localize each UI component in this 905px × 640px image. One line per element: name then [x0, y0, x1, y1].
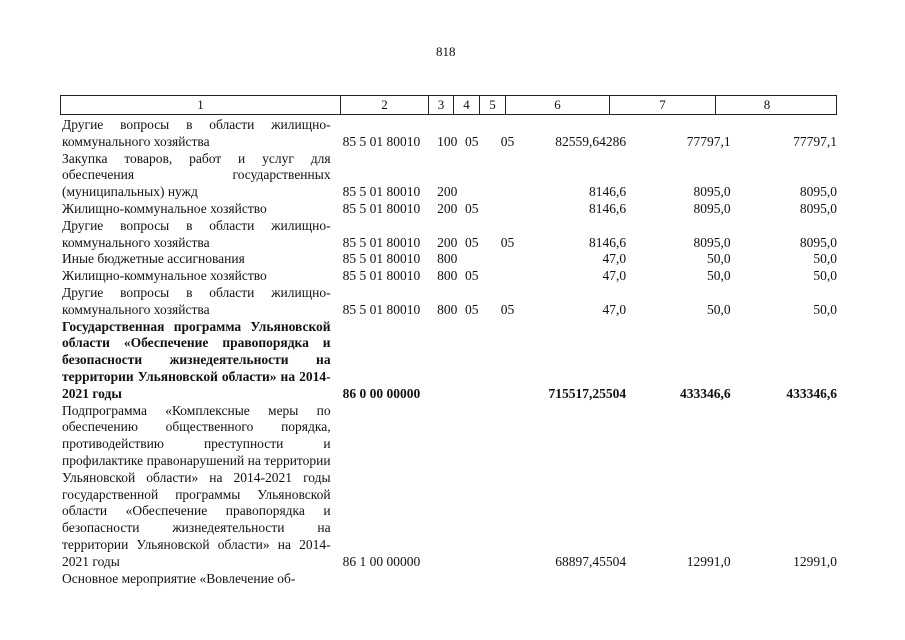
page-number: 818	[436, 44, 456, 59]
row-code: 85 5 01 80010	[342, 184, 421, 200]
row-amount-2019: 8146,6	[588, 200, 627, 216]
row-col4: 05	[464, 301, 479, 317]
table-row	[62, 319, 837, 403]
row-amount-2021: 8095,0	[799, 200, 837, 216]
row-amount-2020: 50,0	[706, 301, 731, 317]
row-col5: 05	[500, 234, 515, 250]
row-amount-2019: 47,0	[602, 268, 627, 284]
row-amount-2019: 8146,6	[588, 234, 627, 250]
row-col3: 200	[437, 184, 458, 200]
row-col3: 200	[437, 234, 458, 250]
row-name: Закупка товаров, работ и услуг для обеспечения государственных (муниципальных) нужд	[62, 150, 331, 200]
row-amount-2021: 50,0	[813, 251, 837, 267]
row-amount-2020: 50,0	[706, 268, 731, 284]
row-col3: 100	[437, 133, 458, 149]
row-amount-2021: 50,0	[813, 268, 837, 284]
row-name: Жилищно-коммунальное хозяйство	[62, 200, 267, 216]
row-amount-2021: 8095,0	[799, 234, 837, 250]
row-code: 85 5 01 80010	[342, 301, 421, 317]
header-col-3: 3	[429, 96, 454, 114]
table-row	[62, 117, 837, 151]
table-row	[62, 151, 837, 201]
row-name: Государственная программа Ульяновской области «Обеспечение правопорядка и безопасности жизнедеятельности на территории Ульяновской области» на 2014-2021 годы	[62, 318, 331, 401]
table-row	[62, 285, 837, 319]
row-name: Другие вопросы в области жилищно-коммунального хозяйства	[62, 217, 331, 250]
header-col-8: 8	[763, 97, 771, 112]
header-col-5: 5	[480, 96, 506, 114]
row-code: 85 5 01 80010	[342, 200, 421, 216]
header-col-6: 6	[506, 96, 610, 114]
table-row	[62, 218, 837, 252]
row-col4: 05	[464, 133, 479, 149]
row-code: 85 5 01 80010	[342, 268, 421, 284]
row-amount-2020: 8095,0	[693, 234, 731, 250]
row-code: 85 5 01 80010	[342, 251, 421, 267]
row-amount-2020: 77797,1	[686, 133, 731, 149]
row-code: 85 5 01 80010	[342, 133, 421, 149]
row-amount-2021: 50,0	[813, 301, 837, 317]
header-col-4: 4	[454, 96, 480, 114]
row-col3: 800	[437, 301, 458, 317]
table-row	[62, 403, 837, 571]
row-col3: 800	[437, 268, 458, 284]
row-amount-2021: 433346,6	[786, 385, 837, 401]
row-amount-2020: 433346,6	[679, 385, 731, 401]
row-name: Жилищно-коммунальное хозяйство	[62, 268, 267, 284]
row-name: Другие вопросы в области жилищно-коммунального хозяйства	[62, 284, 331, 317]
row-col5: 05	[500, 301, 515, 317]
row-code: 85 5 01 80010	[342, 234, 421, 250]
row-col4: 05	[464, 268, 479, 284]
row-amount-2019: 47,0	[602, 301, 627, 317]
row-col3: 200	[437, 200, 458, 216]
row-col5: 05	[500, 133, 515, 149]
row-col3: 800	[437, 251, 458, 267]
table-header	[60, 95, 837, 115]
row-amount-2021: 12991,0	[793, 553, 837, 569]
row-amount-2019: 8146,6	[588, 184, 627, 200]
header-col-7: 7	[610, 96, 716, 114]
row-col4: 05	[464, 200, 479, 216]
table-row	[62, 201, 837, 218]
row-amount-2019: 82559,64286	[555, 133, 627, 149]
row-amount-2020: 8095,0	[693, 184, 731, 200]
header-col-2: 2	[341, 96, 429, 114]
row-amount-2020: 50,0	[706, 251, 731, 267]
row-code: 86 0 00 00000	[342, 385, 421, 401]
table-row	[62, 251, 837, 268]
row-amount-2021: 8095,0	[799, 184, 837, 200]
row-amount-2019: 47,0	[602, 251, 627, 267]
budget-table	[62, 117, 837, 587]
row-amount-2021: 77797,1	[793, 133, 837, 149]
row-amount-2020: 12991,0	[686, 553, 731, 569]
row-name: Иные бюджетные ассигнования	[62, 251, 245, 267]
row-col4: 05	[464, 234, 479, 250]
header-col-1: 1	[61, 96, 341, 114]
row-amount-2020: 8095,0	[693, 200, 731, 216]
row-amount-2019: 715517,25504	[548, 385, 627, 401]
table-row	[62, 571, 837, 588]
row-name: Подпрограмма «Комплексные меры по обеспечению общественного порядка, противодействию преступности и профилактике правонарушений на территории Ульяновской области» на 2014-2021 годы государственной программы Ульяновской области «Обеспечение правопорядка и безопасности жизнедеятельности на территории Ульяновской области» на 2014-2021 годы	[62, 402, 331, 569]
row-amount-2019: 68897,45504	[555, 553, 627, 569]
row-name: Основное мероприятие «Вовлечение об-	[62, 570, 296, 586]
row-code: 86 1 00 00000	[342, 553, 421, 569]
row-name: Другие вопросы в области жилищно-коммунального хозяйства	[62, 117, 331, 149]
table-row	[62, 268, 837, 285]
